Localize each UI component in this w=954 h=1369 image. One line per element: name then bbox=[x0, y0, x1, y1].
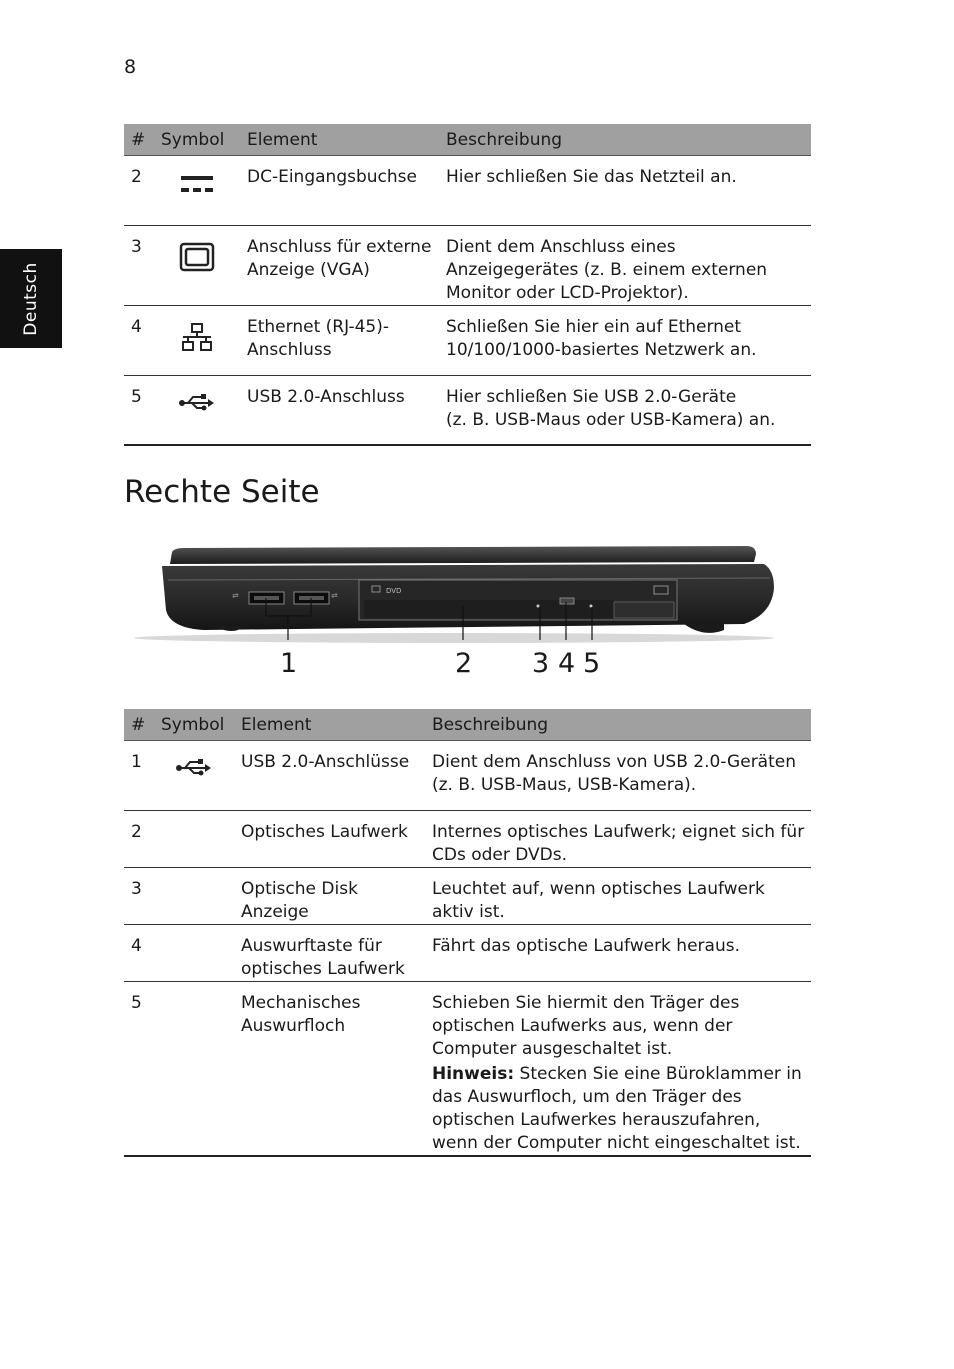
eject-button bbox=[560, 598, 574, 604]
table-row bbox=[124, 306, 811, 376]
row-num: 5 bbox=[124, 982, 154, 1157]
description-line: Hier schließen Sie USB 2.0-Geräte bbox=[446, 387, 737, 407]
row-element: USB 2.0-Anschluss bbox=[240, 376, 439, 445]
usb-icon bbox=[175, 757, 213, 777]
note bbox=[432, 1063, 811, 1155]
note-label: Hinweis: bbox=[432, 1064, 515, 1084]
header-symbol: Symbol bbox=[154, 709, 234, 741]
row-description: Hier schließen Sie das Netzteil an. bbox=[439, 156, 811, 226]
page-number: 8 bbox=[124, 56, 137, 78]
table-row bbox=[124, 741, 811, 811]
note-text: Stecken Sie eine Büroklammer in das Auswurfloch, um den Träger des optischen Laufwerkes herauszufahren, wenn der Computer nicht eingeschaltet ist. bbox=[432, 1064, 802, 1153]
row-num: 1 bbox=[124, 741, 154, 811]
table-row bbox=[124, 925, 811, 982]
row-description bbox=[439, 376, 811, 445]
row-description: Leuchtet auf, wenn optisches Laufwerk aktiv ist. bbox=[425, 868, 811, 925]
row-element: Ethernet (RJ-45)-Anschluss bbox=[240, 306, 439, 376]
callout-label: 4 bbox=[558, 648, 576, 679]
row-description: Schließen Sie hier ein auf Ethernet 10/100/1000-basiertes Netzwerk an. bbox=[439, 306, 811, 376]
header-num: # bbox=[124, 124, 154, 156]
header-description: Beschreibung bbox=[425, 709, 811, 741]
table-row bbox=[124, 811, 811, 868]
header-element: Element bbox=[234, 709, 425, 741]
row-element: Optische Disk Anzeige bbox=[234, 868, 425, 925]
ports-table-left bbox=[124, 124, 811, 446]
ethernet-network-icon bbox=[179, 322, 215, 352]
row-num: 4 bbox=[124, 306, 154, 376]
row-description: Fährt das optische Laufwerk heraus. bbox=[425, 925, 811, 982]
svg-text:⇌: ⇌ bbox=[232, 591, 239, 600]
header-num: # bbox=[124, 709, 154, 741]
ports-table-right bbox=[124, 709, 811, 1157]
symbol-cell bbox=[154, 811, 234, 868]
symbol-cell bbox=[154, 306, 240, 376]
row-description: Dient dem Anschluss eines Anzeigegerätes (z. B. einem externen Monitor oder LCD-Projektor). bbox=[439, 226, 811, 306]
row-num: 2 bbox=[124, 156, 154, 226]
row-element: Optisches Laufwerk bbox=[234, 811, 425, 868]
callout-label: 2 bbox=[455, 648, 473, 679]
row-description: Internes optisches Laufwerk; eignet sich für CDs oder DVDs. bbox=[425, 811, 811, 868]
optical-drive bbox=[359, 580, 677, 620]
table-header-row bbox=[124, 124, 811, 156]
symbol-cell bbox=[154, 376, 240, 445]
drive-label: DVD bbox=[386, 587, 402, 595]
row-element: Auswurftaste für optisches Laufwerk bbox=[234, 925, 425, 982]
symbol-cell bbox=[154, 156, 240, 226]
table-row bbox=[124, 868, 811, 925]
table-row bbox=[124, 156, 811, 226]
disc-indicator-led bbox=[537, 605, 540, 608]
dc-power-icon bbox=[179, 172, 215, 196]
symbol-cell bbox=[154, 982, 234, 1157]
laptop-right-side-illustration bbox=[124, 540, 784, 650]
symbol-cell bbox=[154, 925, 234, 982]
row-num: 5 bbox=[124, 376, 154, 445]
table-row bbox=[124, 376, 811, 445]
language-side-tab bbox=[0, 249, 62, 348]
symbol-cell bbox=[154, 741, 234, 811]
vga-monitor-icon bbox=[179, 242, 215, 272]
header-symbol: Symbol bbox=[154, 124, 240, 156]
table-row bbox=[124, 226, 811, 306]
svg-text:⇌: ⇌ bbox=[331, 591, 338, 600]
section-title: Rechte Seite bbox=[124, 474, 320, 510]
description-line: (z. B. USB-Maus oder USB-Kamera) an. bbox=[446, 410, 776, 430]
table-header-row bbox=[124, 709, 811, 741]
header-element: Element bbox=[240, 124, 439, 156]
row-element: Anschluss für externe Anzeige (VGA) bbox=[240, 226, 439, 306]
usb-icon bbox=[178, 392, 216, 412]
callout-label: 1 bbox=[280, 648, 298, 679]
callout-label: 5 bbox=[583, 648, 601, 679]
symbol-cell bbox=[154, 226, 240, 306]
row-description: Dient dem Anschluss von USB 2.0-Geräten (z. B. USB-Maus, USB-Kamera). bbox=[425, 741, 811, 811]
description-text: Schieben Sie hiermit den Träger des optischen Laufwerks aus, wenn der Computer ausgeschaltet ist. bbox=[432, 993, 740, 1059]
table-row bbox=[124, 982, 811, 1157]
row-description bbox=[425, 982, 811, 1157]
side-tab-label: Deutsch bbox=[21, 261, 41, 336]
row-num: 3 bbox=[124, 868, 154, 925]
row-element: DC-Eingangsbuchse bbox=[240, 156, 439, 226]
row-element: USB 2.0-Anschlüsse bbox=[234, 741, 425, 811]
callout-label: 3 bbox=[532, 648, 550, 679]
row-num: 4 bbox=[124, 925, 154, 982]
row-element: Mechanisches Auswurfloch bbox=[234, 982, 425, 1157]
row-num: 3 bbox=[124, 226, 154, 306]
symbol-cell bbox=[154, 868, 234, 925]
row-num: 2 bbox=[124, 811, 154, 868]
header-description: Beschreibung bbox=[439, 124, 811, 156]
